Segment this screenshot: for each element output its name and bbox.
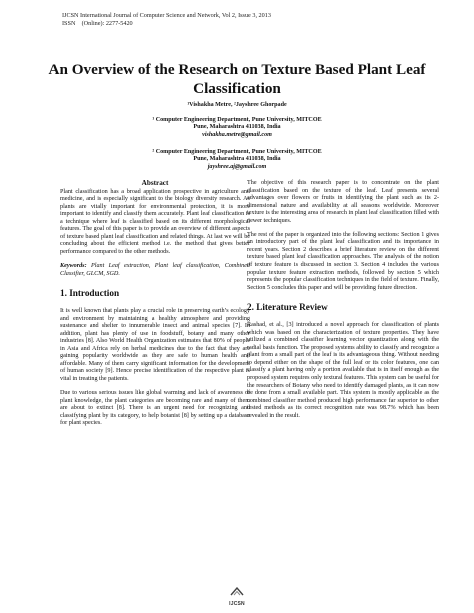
organization-paragraph: The rest of the paper is organized into the following sections: Section 1 gives an introductory part of the plant leaf classification and its importance in recent years. Section 2 describes a brief literature review on the different texture based plant leaf classification approaches. The analysis of the notion of texture feature is discussed in section 3. Section 4 includes the various popular texture feature extraction methods, followed by section 5 which represents the popular classification techniques in the field of texture. Finally, Section 5 concludes this paper and will be providing future direction. xyxy=(247,231,439,291)
paper-title-line1: An Overview of the Research on Texture Based Plant Leaf xyxy=(48,61,426,78)
affiliation-2-city: Pune, Maharashtra 411038, India xyxy=(193,156,281,163)
journal-header xyxy=(62,12,271,27)
literature-review-paragraph: Rashad, et al., [3] introduced a novel approach for classification of plants which was based on the characterization of texture properties. They have utilized a combined classifier learning vector quantization along with the radial basis function. The proposed systems ability to classify and recognize a plant from a small part of the leaf is its advantageous thing. Without needing to depend either on the shape of the full leaf or its color features, one can classify a plant having only a portion available that is in itself enough as the proposed system requires only textural features. This system can be useful for the researchers of Botany who need to identify damaged plants, as it can now be done from a small available part. This system is mostly applicable as the combined classifier method produced high performance far superior to other tested methods as its correct recognition rate was 98.7% which has been revealed in the result. xyxy=(247,322,439,419)
right-column xyxy=(247,180,439,427)
paper-title-line2: Classification xyxy=(193,80,281,97)
keywords-text: Plant Leaf extraction, Plant leaf classification, Combined Classifier, GLCM, SGD. xyxy=(60,262,250,277)
abstract-text: Plant classification has a broad application prospective in agriculture and medicine, and is especially significant to the biology diversity research. As plants are vitally important for environmental protection, it is more important to identify and classify them accurately. Plant leaf classification is a technique where leaf is classified based on its different morphological features. The goal of this paper is to provide an overview of different aspects of texture based plant leaf classification and related things. At last we will be concluding about the efficient method i.e. the method that gives better performance compared to the other methods. xyxy=(60,188,250,255)
affiliation-2 xyxy=(100,149,374,171)
affiliation-1-city: Pune, Maharashtra 411038, India xyxy=(193,124,281,131)
introduction-heading: 1. Introduction xyxy=(60,288,120,299)
left-column xyxy=(60,180,250,434)
affiliation-2-dept: ² Computer Engineering Department, Pune University, MITCOE xyxy=(152,149,322,155)
journal-header-line1: IJCSN International Journal of Computer Science and Network, Vol 2, Issue 3, 2013 xyxy=(62,12,271,19)
journal-logo xyxy=(222,583,252,607)
affiliation-1 xyxy=(100,117,374,139)
journal-logo-icon xyxy=(230,587,244,596)
literature-review-heading: 2. Literature Review xyxy=(247,302,328,313)
journal-header-issn: ISSN (Online): 2277-5420 xyxy=(62,19,133,27)
keywords-label: Keywords: xyxy=(60,262,87,269)
affiliation-1-dept: ¹ Computer Engineering Department, Pune University, MITCOE xyxy=(152,117,322,123)
author-names-text: ¹Vishakha Metre, ²Jayshree Ghorpade xyxy=(187,102,287,108)
introduction-paragraph-1: It is well known that plants play a crucial role in preserving earth’s ecology and environment by maintaining a healthy atmosphere and providing sustenance and shelter to innumerable insect and animal species [7]. In addition, plant has plenty of use in foodstuff, botany and many other industries [8]. Also World Health Organization estimates that 80% of people in Asia and Africa rely on herbal medicines due to the fact that they are gaining popularity worldwide as they are safe to human health and affordable. Many of them carry significant information for the development of human society [9]. Hence precise identification of the respective plant is vital in treating the patients. xyxy=(60,308,250,382)
author-names xyxy=(100,102,374,109)
objective-paragraph: The objective of this research paper is to concentrate on the plant classification based on the texture of the leaf. Leaf presents several advantages over flowers or fruits in identifying the plant such as its 2-dimensional nature and availability at all seasons worldwide. Moreover texture is the interesting area of research in plant leaf classification filled with newer techniques. xyxy=(247,180,439,224)
abstract-heading: Abstract xyxy=(141,179,169,187)
affiliation-1-email[interactable]: vishakha.metre@gmail.com xyxy=(202,131,272,138)
paper-title xyxy=(40,60,434,98)
introduction-paragraph-2: Due to various serious issues like global warming and lack of awareness of plant knowledge, the plant categories are becoming rare and many of them are about to extinct [8]. There is an urgent need for recognizing and classifying plant by its category, to help botanist [8] by setting up a database for plant species. xyxy=(60,390,250,427)
journal-logo-label: IJCSN xyxy=(229,601,245,607)
affiliation-2-email[interactable]: jayshree.aj@gmail.com xyxy=(207,163,267,170)
keywords xyxy=(60,263,250,278)
